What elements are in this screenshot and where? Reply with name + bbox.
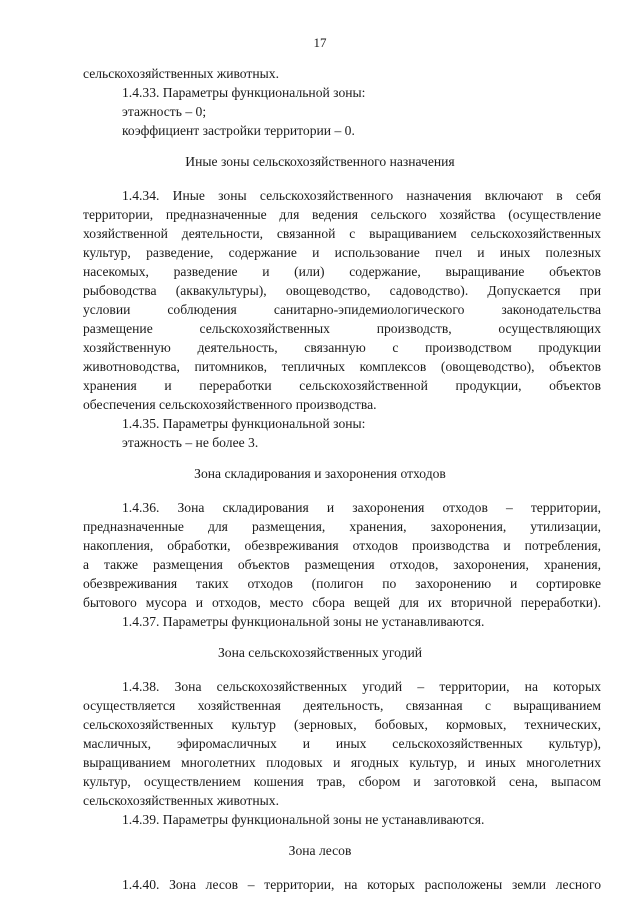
text-line: сельскохозяйственных культур (зерновых, бобовых, кормовых, технических, xyxy=(83,717,601,732)
text-line: осуществляется хозяйственная деятельность, связанная с выращиванием xyxy=(83,698,601,713)
text-line: сельскохозяйственных животных. xyxy=(83,793,279,808)
text-line: сельскохозяйственных животных. xyxy=(83,66,279,81)
text-line: обеспечения сельскохозяйственного производства. xyxy=(83,397,377,412)
paragraph-1-4-39: 1.4.39. Параметры функциональной зоны не устанавливаются. xyxy=(122,812,485,827)
section-heading: Зона сельскохозяйственных угодий xyxy=(217,645,423,660)
text-line: размещение сельскохозяйственных производств, осуществляющих xyxy=(83,321,601,336)
text-line: а также размещения объектов размещения отходов, захоронения, хранения, xyxy=(83,557,601,572)
text-line: культур, осуществлением кошения трав, сбором и заготовкой сена, выпасом xyxy=(83,774,601,789)
paragraph-1-4-36: 1.4.36. Зона складирования и захоронения отходов – территории, xyxy=(122,500,601,515)
text-line: этажность – 0; xyxy=(122,104,207,119)
text-line: культур, разведение, содержание и использование пчел и иных полезных xyxy=(83,245,601,260)
paragraph-1-4-35: 1.4.35. Параметры функциональной зоны: xyxy=(122,416,366,431)
text-line: условии соблюдения санитарно-эпидемиологического законодательства xyxy=(83,302,601,317)
section-heading: Иные зоны сельскохозяйственного назначения xyxy=(185,154,455,169)
text-line: хозяйственную деятельность, связанную с производством продукции xyxy=(83,340,601,355)
text-line: коэффициент застройки территории – 0. xyxy=(122,123,355,138)
text-line: рыбоводства (аквакультуры), овощеводство, садоводство). Допускается при xyxy=(83,283,601,298)
text-line: животноводства, питомников, тепличных комплексов (овощеводство), объектов xyxy=(83,359,601,374)
text-line: насекомых, разведение и (или) содержание, выращивание объектов xyxy=(83,264,601,279)
text-line: территории, предназначенные для ведения сельского хозяйства (осуществление xyxy=(83,207,601,222)
text-line: бытового мусора и отходов, место сбора вещей для их вторичной переработки). xyxy=(83,595,601,610)
text-line: обезвреживания таких отходов (полигон по захоронению и сортировке xyxy=(83,576,601,591)
text-line: хранения и переработки сельскохозяйственной продукции, объектов xyxy=(83,378,601,393)
section-heading: Зона складирования и захоронения отходов xyxy=(194,466,446,481)
paragraph-1-4-33: 1.4.33. Параметры функциональной зоны: xyxy=(122,85,366,100)
paragraph-1-4-37: 1.4.37. Параметры функциональной зоны не устанавливаются. xyxy=(122,614,485,629)
text-line: хозяйственной деятельности, связанной с выращиванием сельскохозяйственных xyxy=(83,226,601,241)
page-number: 17 xyxy=(313,35,327,50)
paragraph-1-4-38: 1.4.38. Зона сельскохозяйственных угодий – территории, на которых xyxy=(122,679,601,694)
text-line: масличных, эфиромасличных и иных сельскохозяйственных культур), xyxy=(83,736,601,751)
text-line: накопления, обработки, обезвреживания отходов производства и потребления, xyxy=(83,538,601,553)
section-heading: Зона лесов xyxy=(288,843,352,858)
text-line: выращиванием многолетних плодовых и ягодных культур, и иных многолетних xyxy=(83,755,601,770)
text-line: предназначенные для размещения, хранения, захоронения, утилизации, xyxy=(83,519,601,534)
paragraph-1-4-40: 1.4.40. Зона лесов – территории, на которых расположены земли лесного xyxy=(122,877,601,892)
paragraph-1-4-34: 1.4.34. Иные зоны сельскохозяйственного назначения включают в себя xyxy=(122,188,601,203)
text-line: этажность – не более 3. xyxy=(122,435,259,450)
